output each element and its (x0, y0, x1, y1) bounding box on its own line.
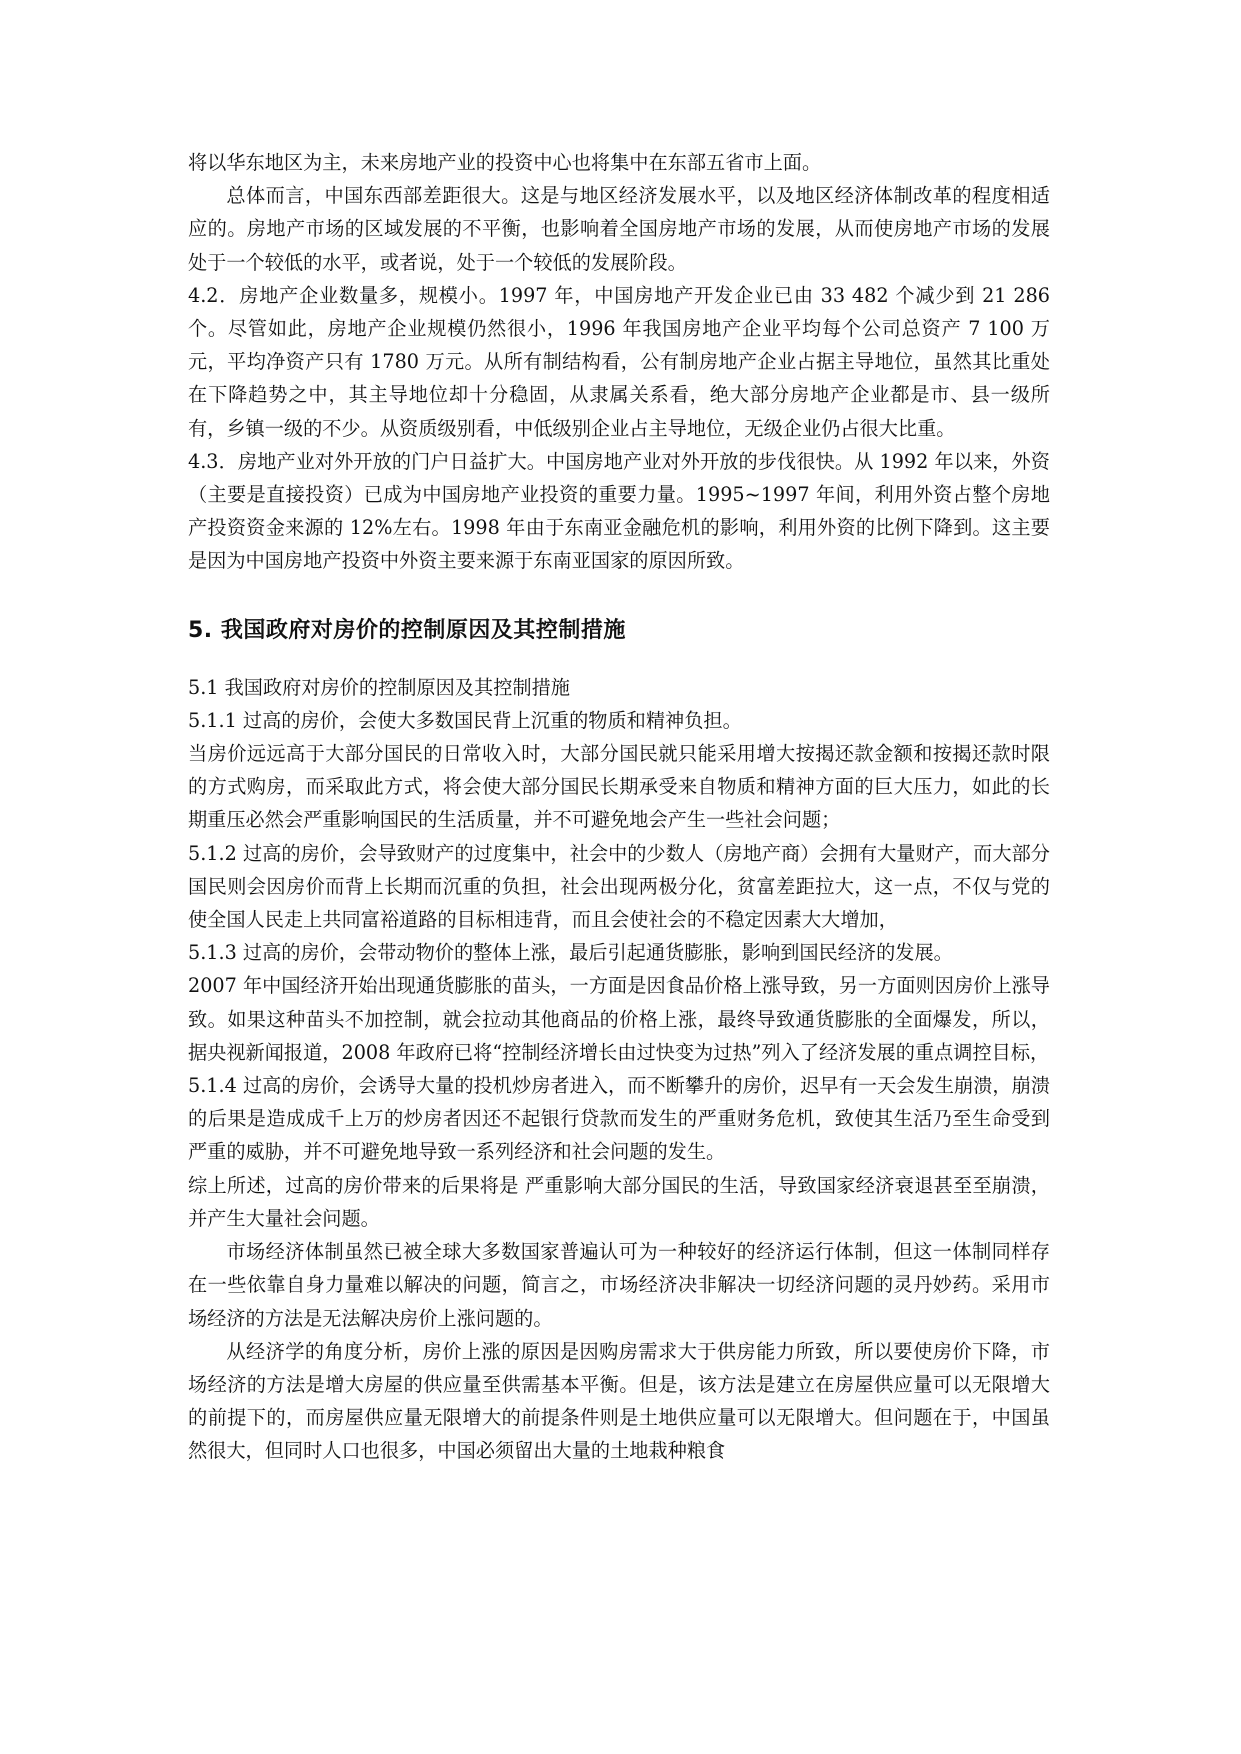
paragraph-5-1-3-detail: 2007 年中国经济开始出现通货膨胀的苗头，一方面是因食品价格上涨导致，另一方面则因房价上涨导致。如果这种苗头不加控制，就会拉动其他商品的价格上涨，最终导致通货膨胀的全面爆发，所以，据央视新闻报道，2008 年政府已将“控制经济增长由过快变为过热”列入了经济发展的重点调控目标， (188, 974, 1050, 1064)
subsection-5-1: 5.1 我国政府对房价的控制原因及其控制措施 (188, 675, 570, 699)
document-page (188, 146, 1050, 1468)
paragraph-5-1-1-detail: 当房价远远高于大部分国民的日常收入时，大部分国民就只能采用增大按揭还款金额和按揭还款时限的方式购房，而采取此方式，将会使大部分国民长期承受来自物质和精神方面的巨大压力，如此的长期重压必然会严重影响国民的生活质量，并不可避免地会产生一些社会问题； (188, 742, 1050, 832)
paragraph-east-west-gap: 总体而言，中国东西部差距很大。这是与地区经济发展水平，以及地区经济体制改革的程度相适应的。房地产市场的区域发展的不平衡，也影响着全国房地产市场的发展，从而使房地产市场的发展处于一个较低的水平，或者说，处于一个较低的发展阶段。 (188, 184, 1050, 274)
paragraph-continuation: 将以华东地区为主，未来房地产业的投资中心也将集中在东部五省市上面。 (188, 151, 822, 174)
paragraph-4-3: 4.3．房地产业对外开放的门户日益扩大。中国房地产业对外开放的步伐很快。从 1992 年以来，外资（主要是直接投资）已成为中国房地产业投资的重要力量。1995~1997 年间，利用外资占整个房地产投资资金来源的 12%左右。1998 年由于东南亚金融危机的影响，利用外资的比例下降到。这主要是因为中国房地产投资中外资主要来源于东南亚国家的原因所致。 (188, 449, 1050, 573)
paragraph-economic-analysis: 从经济学的角度分析，房价上涨的原因是因购房需求大于供房能力所致，所以要使房价下降，市场经济的方法是增大房屋的供应量至供需基本平衡。但是，该方法是建立在房屋供应量可以无限增大的前提下的，而房屋供应量无限增大的前提条件则是土地供应量可以无限增大。但问题在于，中国虽然很大，但同时人口也很多，中国必须留出大量的土地栽种粮食 (188, 1339, 1050, 1463)
point-5-1-3: 5.1.3 过高的房价，会带动物价的整体上涨，最后引起通货膨胀，影响到国民经济的发展。 (188, 941, 953, 965)
section-heading-5: 5. 我国政府对房价的控制原因及其控制措施 (188, 617, 626, 643)
point-5-1-1: 5.1.1 过高的房价，会使大多数国民背上沉重的物质和精神负担。 (188, 708, 742, 732)
paragraph-summary: 综上所述，过高的房价带来的后果将是 严重影响大部分国民的生活，导致国家经济衰退甚至至崩溃，并产生大量社会问题。 (188, 1173, 1050, 1230)
paragraph-4-2: 4.2．房地产企业数量多，规模小。1997 年，中国房地产开发企业已由 33 482 个减少到 21 286 个。尽管如此，房地产企业规模仍然很小，1996 年我国房地产企业平均每个公司总资产 7 100 万元，平均净资产只有 1780 万元。从所有制结构看，公有制房地产企业占据主导地位，虽然其比重处在下降趋势之中，其主导地位却十分稳固，从隶属关系看，绝大部分房地产企业都是市、县一级所有，乡镇一级的不少。从资质级别看，中低级别企业占主导地位，无级企业仍占很大比重。 (188, 283, 1050, 440)
paragraph-market-economy: 市场经济体制虽然已被全球大多数国家普遍认可为一种较好的经济运行体制，但这一体制同样存在一些依靠自身力量难以解决的问题，简言之，市场经济决非解决一切经济问题的灵丹妙药。采用市场经济的方法是无法解决房价上涨问题的。 (188, 1240, 1050, 1330)
point-5-1-2: 5.1.2 过高的房价，会导致财产的过度集中，社会中的少数人（房地产商）会拥有大量财产，而大部分国民则会因房价而背上长期而沉重的负担，社会出现两极分化，贫富差距拉大，这一点，不仅与党的使全国人民走上共同富裕道路的目标相违背，而且会使社会的不稳定因素大大增加， (188, 841, 1050, 932)
point-5-1-4: 5.1.4 过高的房价，会诱导大量的投机炒房者进入，而不断攀升的房价，迟早有一天会发生崩溃，崩溃的后果是造成成千上万的炒房者因还不起银行贷款而发生的严重财务危机，致使其生活乃至生命受到严重的威胁，并不可避免地导致一系列经济和社会问题的发生。 (188, 1074, 1050, 1164)
